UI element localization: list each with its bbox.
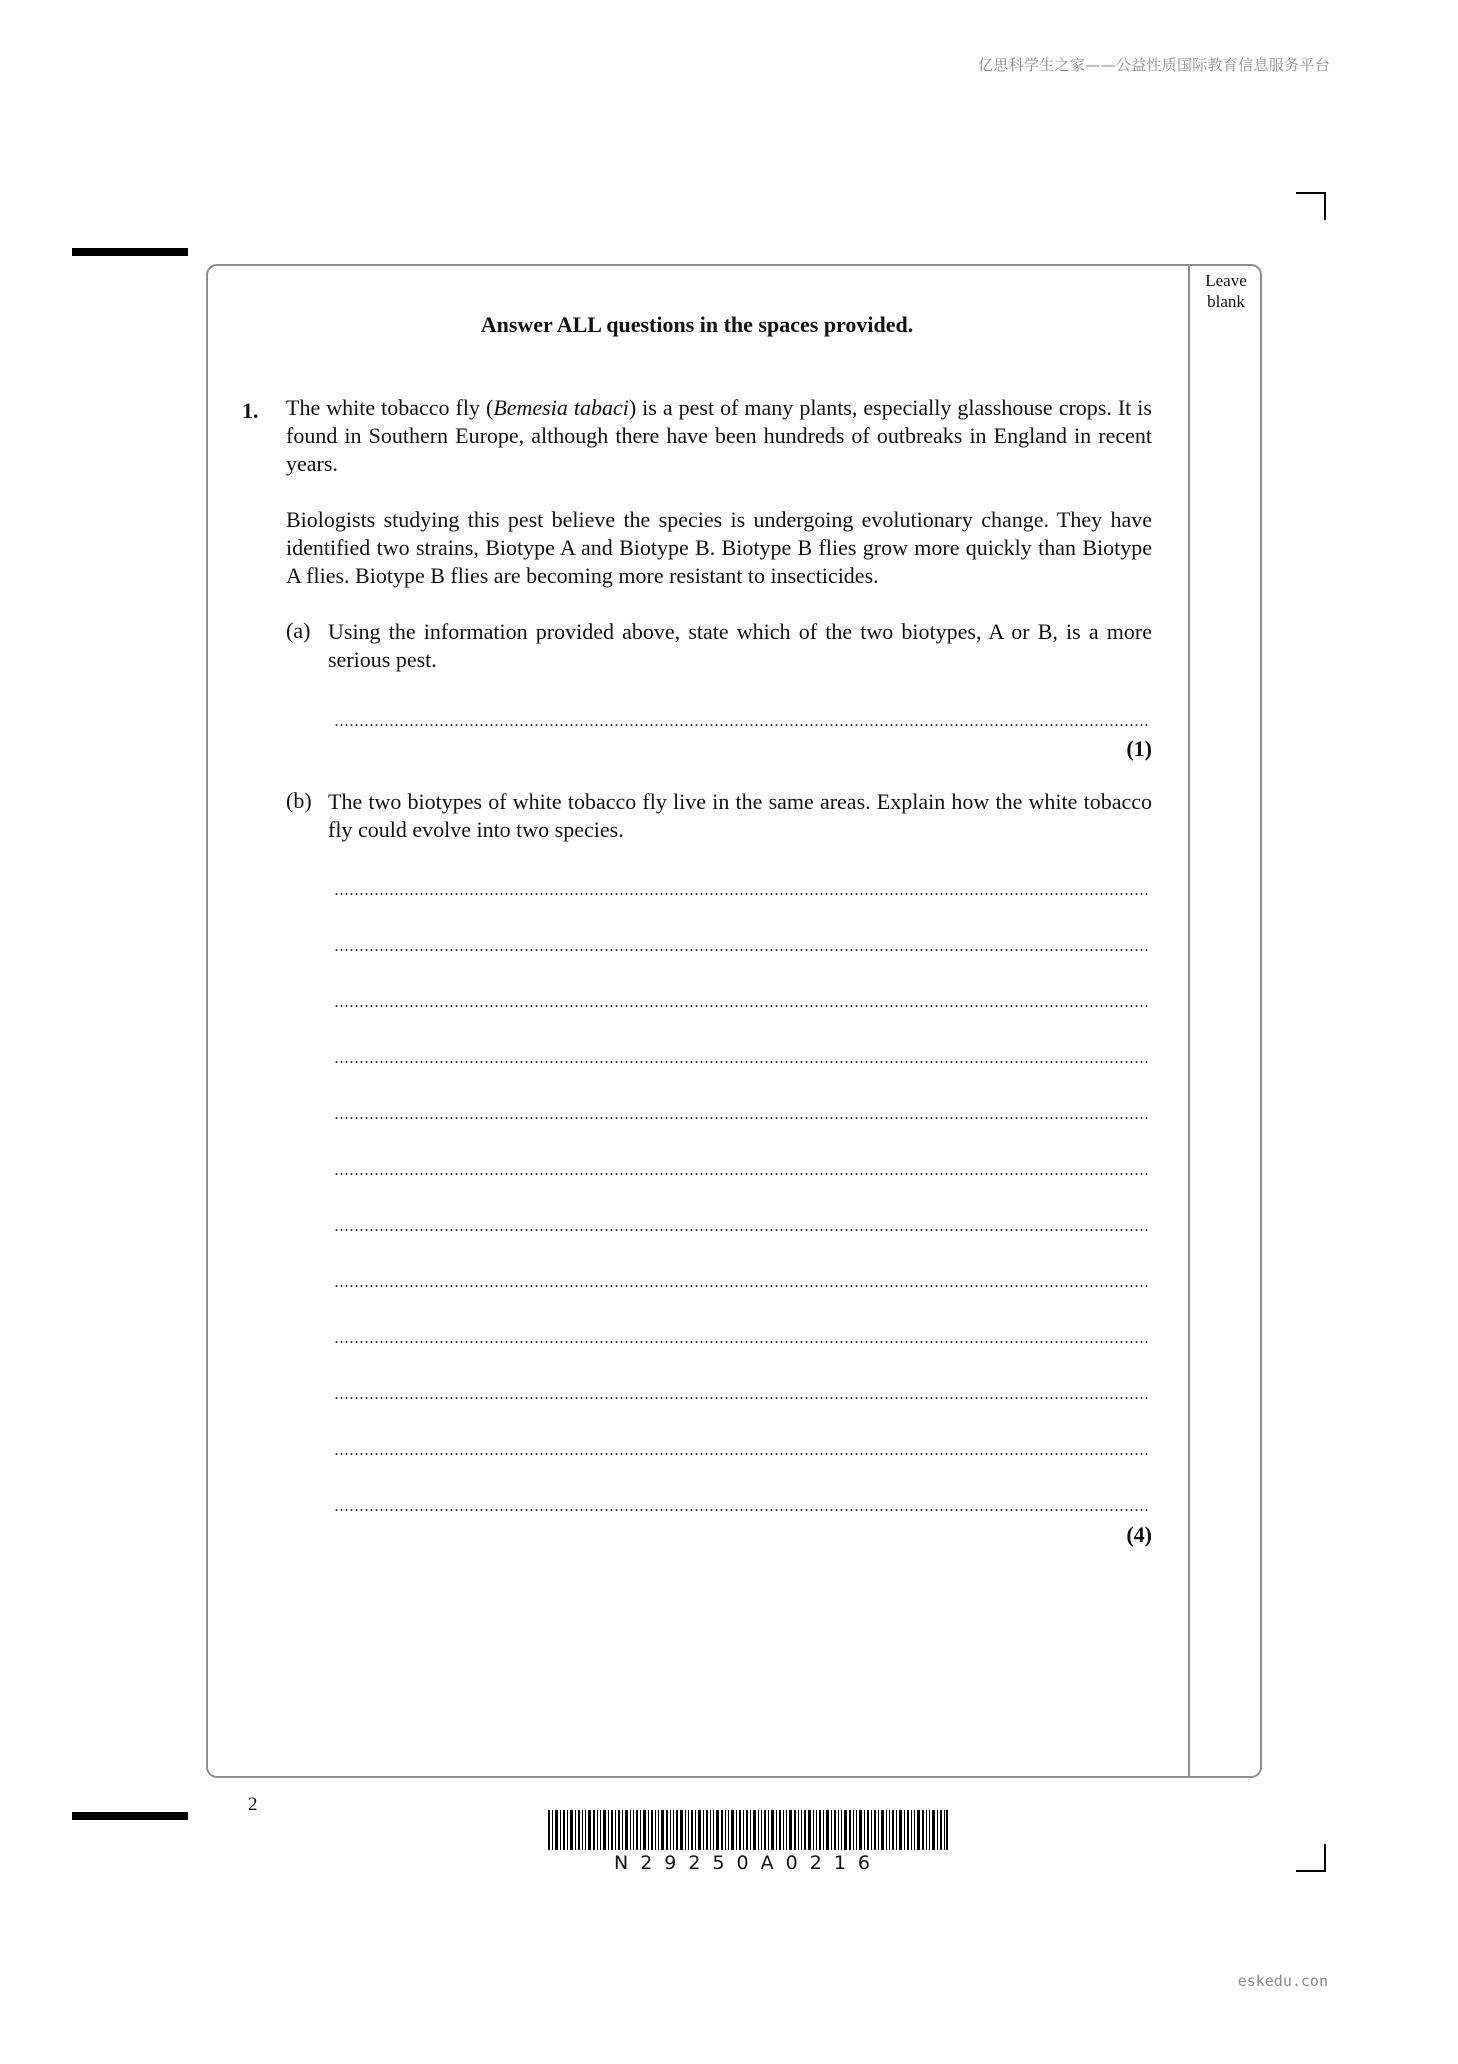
watermark-top: 亿思科学生之家——公益性质国际教育信息服务平台 [978, 56, 1330, 74]
margin-bar-top [72, 248, 188, 256]
part-b-answer-line[interactable] [334, 1229, 1148, 1231]
page-number: 2 [248, 1794, 258, 1815]
part-b-answer-line[interactable] [334, 1117, 1148, 1119]
species-name: Bemesia tabaci [493, 395, 629, 420]
margin-bar-bottom [72, 1812, 188, 1820]
question-intro [286, 394, 1152, 478]
part-a-text: Using the information provided above, state which of the two biotypes, A or B, is a more serious pest. [328, 619, 1152, 672]
watermark-bottom: eskedu.con [1237, 1972, 1328, 1990]
leave-blank-label: Leave blank [1205, 271, 1247, 311]
question-context-paragraph: Biologists studying this pest believe the species is undergoing evolutionary change. They have identified two strains, Biotype A and Biotype B. Biotype B flies grow more quickly than Biotype A flies. Biotype B flies are becoming more resistant to insecticides. [286, 507, 1152, 588]
part-b-answer-line[interactable] [334, 1173, 1148, 1175]
part-b-answer-line[interactable] [334, 893, 1148, 895]
crop-mark-bottom-vertical [1324, 1844, 1326, 1872]
part-a-label: (a) [286, 618, 311, 643]
part-b-label: (b) [286, 788, 312, 813]
instructions-heading: Answer ALL questions in the spaces provided. [480, 312, 914, 337]
part-a-answer-line[interactable] [334, 724, 1148, 726]
part-b-text: The two biotypes of white tobacco fly live in the same areas. Explain how the white tobacco fly could evolve into two species. [328, 789, 1152, 842]
intro-text-before: The white tobacco fly ( [286, 395, 494, 420]
part-b-marks: (4) [1126, 1522, 1152, 1547]
part-b-answer-line[interactable] [334, 1341, 1148, 1343]
intro-text-after: ) is a pest of many plants, especially glasshouse crops. It is found in Southern Europe, although there have been hundreds of outbreaks in England in recent years. [286, 395, 1152, 476]
barcode-number: N29250A0216 [613, 1852, 882, 1874]
part-b-answer-line[interactable] [334, 1061, 1148, 1063]
answer-frame [206, 264, 1262, 1778]
crop-mark-top-vertical [1324, 192, 1326, 220]
part-b-answer-line[interactable] [334, 1285, 1148, 1287]
part-b-answer-line[interactable] [334, 949, 1148, 951]
part-b-answer-line[interactable] [334, 1453, 1148, 1455]
barcode-graphic [548, 1810, 948, 1850]
crop-mark-top-horizontal [1296, 192, 1326, 194]
part-b-answer-line[interactable] [334, 1397, 1148, 1399]
part-a-marks: (1) [1126, 736, 1152, 761]
part-b-answer-line[interactable] [334, 1005, 1148, 1007]
leave-blank-column-divider [1188, 264, 1190, 1778]
part-b-answer-line[interactable] [334, 1509, 1148, 1511]
crop-mark-bottom-horizontal [1296, 1870, 1326, 1872]
question-number: 1. [242, 398, 259, 423]
